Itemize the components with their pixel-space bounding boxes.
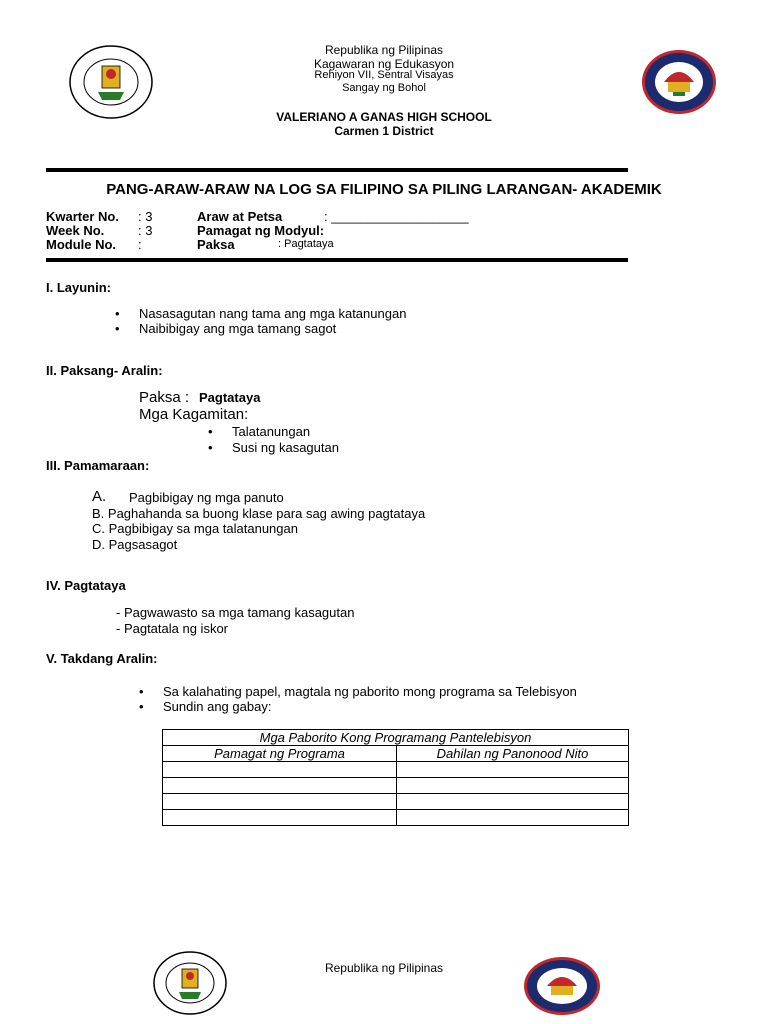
paksa-line-value: Pagtataya bbox=[199, 390, 261, 405]
pagtataya-item: - Pagwawasto sa mga tamang kasagutan bbox=[116, 605, 355, 620]
pamagat-label: Pamagat ng Modyul: bbox=[197, 223, 325, 238]
module-label: Module No. bbox=[46, 237, 117, 252]
pamamaraan-b: B. Paghahanda sa buong klase para sag awing pagtataya bbox=[92, 506, 426, 521]
table-col-pamagat: Pamagat ng Programa bbox=[163, 746, 397, 762]
table-cell[interactable] bbox=[163, 794, 397, 810]
araw-label: Araw at Petsa bbox=[197, 209, 283, 224]
school-name: VALERIANO A GANAS HIGH SCHOOL bbox=[276, 110, 492, 124]
table-cell[interactable] bbox=[163, 778, 397, 794]
info-divider bbox=[46, 258, 628, 262]
kagamitan-label: Mga Kagamitan: bbox=[139, 406, 249, 423]
week-value: : 3 bbox=[138, 223, 153, 238]
header-republika: Republika ng Pilipinas bbox=[324, 43, 444, 57]
pagtataya-item: - Pagtatala ng iskor bbox=[116, 621, 229, 636]
table-row bbox=[163, 778, 629, 794]
table-cell[interactable] bbox=[397, 778, 629, 794]
header-rehiyon: Rehiyon VII, Sentral Visayas bbox=[314, 69, 454, 81]
week-label: Week No. bbox=[46, 223, 105, 238]
pamamaraan-d: D. Pagsasagot bbox=[92, 537, 178, 552]
header-sangay: Sangay ng Bohol bbox=[342, 82, 426, 94]
pamamaraan-c: C. Pagbibigay sa mga talatanungan bbox=[92, 521, 298, 536]
table-cell[interactable] bbox=[397, 762, 629, 778]
kwarter-label: Kwarter No. bbox=[46, 209, 119, 224]
tv-program-table bbox=[162, 729, 629, 826]
table-title: Mga Paborito Kong Programang Pantelebisyon bbox=[163, 730, 629, 746]
araw-value: : ___________________ bbox=[324, 209, 469, 224]
takdang-aralin-heading: V. Takdang Aralin: bbox=[46, 651, 158, 666]
table-col-dahilan: Dahilan ng Panonood Nito bbox=[397, 746, 629, 762]
module-value: : bbox=[138, 237, 142, 252]
pamamaraan-heading: III. Pamamaraan: bbox=[46, 458, 150, 473]
kwarter-value: : 3 bbox=[138, 209, 153, 224]
kagamitan-item: • Talatanungan bbox=[232, 424, 310, 439]
footer-school-seal-logo bbox=[152, 950, 228, 1016]
pamamaraan-a-letter: A. bbox=[92, 488, 107, 505]
paksa-value: : Pagtataya bbox=[278, 238, 334, 250]
table-row bbox=[163, 810, 629, 826]
footer-republika: Republika ng Pilipinas bbox=[324, 961, 444, 975]
table-cell[interactable] bbox=[163, 762, 397, 778]
table-row bbox=[163, 762, 629, 778]
kagamitan-item: • Susi ng kasagutan bbox=[232, 440, 339, 455]
document-title: PANG-ARAW-ARAW NA LOG SA FILIPINO SA PILING LARANGAN- AKADEMIK bbox=[106, 181, 662, 198]
pamamaraan-a: Pagbibigay ng mga panuto bbox=[129, 490, 284, 505]
paksang-aralin-heading: II. Paksang- Aralin: bbox=[46, 363, 163, 378]
table-cell[interactable] bbox=[397, 794, 629, 810]
district-name: Carmen 1 District bbox=[334, 124, 434, 138]
paksa-label: Paksa bbox=[197, 237, 235, 252]
layunin-item: • Nasasagutan nang tama ang mga katanungan bbox=[139, 306, 406, 321]
takdang-item: • Sa kalahating papel, magtala ng paborito mong programa sa Telebisyon bbox=[163, 684, 577, 699]
table-cell[interactable] bbox=[163, 810, 397, 826]
top-divider bbox=[46, 168, 628, 172]
header-kagawaran: Kagawaran ng Edukasyon bbox=[313, 57, 455, 71]
paksa-line-label: Paksa : bbox=[139, 389, 190, 406]
pagtataya-heading: IV. Pagtataya bbox=[46, 578, 126, 593]
table-row bbox=[163, 794, 629, 810]
footer-deped-seal-logo bbox=[522, 955, 602, 1017]
takdang-item: • Sundin ang gabay: bbox=[163, 699, 271, 714]
layunin-heading: I. Layunin: bbox=[46, 280, 111, 295]
layunin-item: • Naibibigay ang mga tamang sagot bbox=[139, 321, 336, 336]
table-cell[interactable] bbox=[397, 810, 629, 826]
